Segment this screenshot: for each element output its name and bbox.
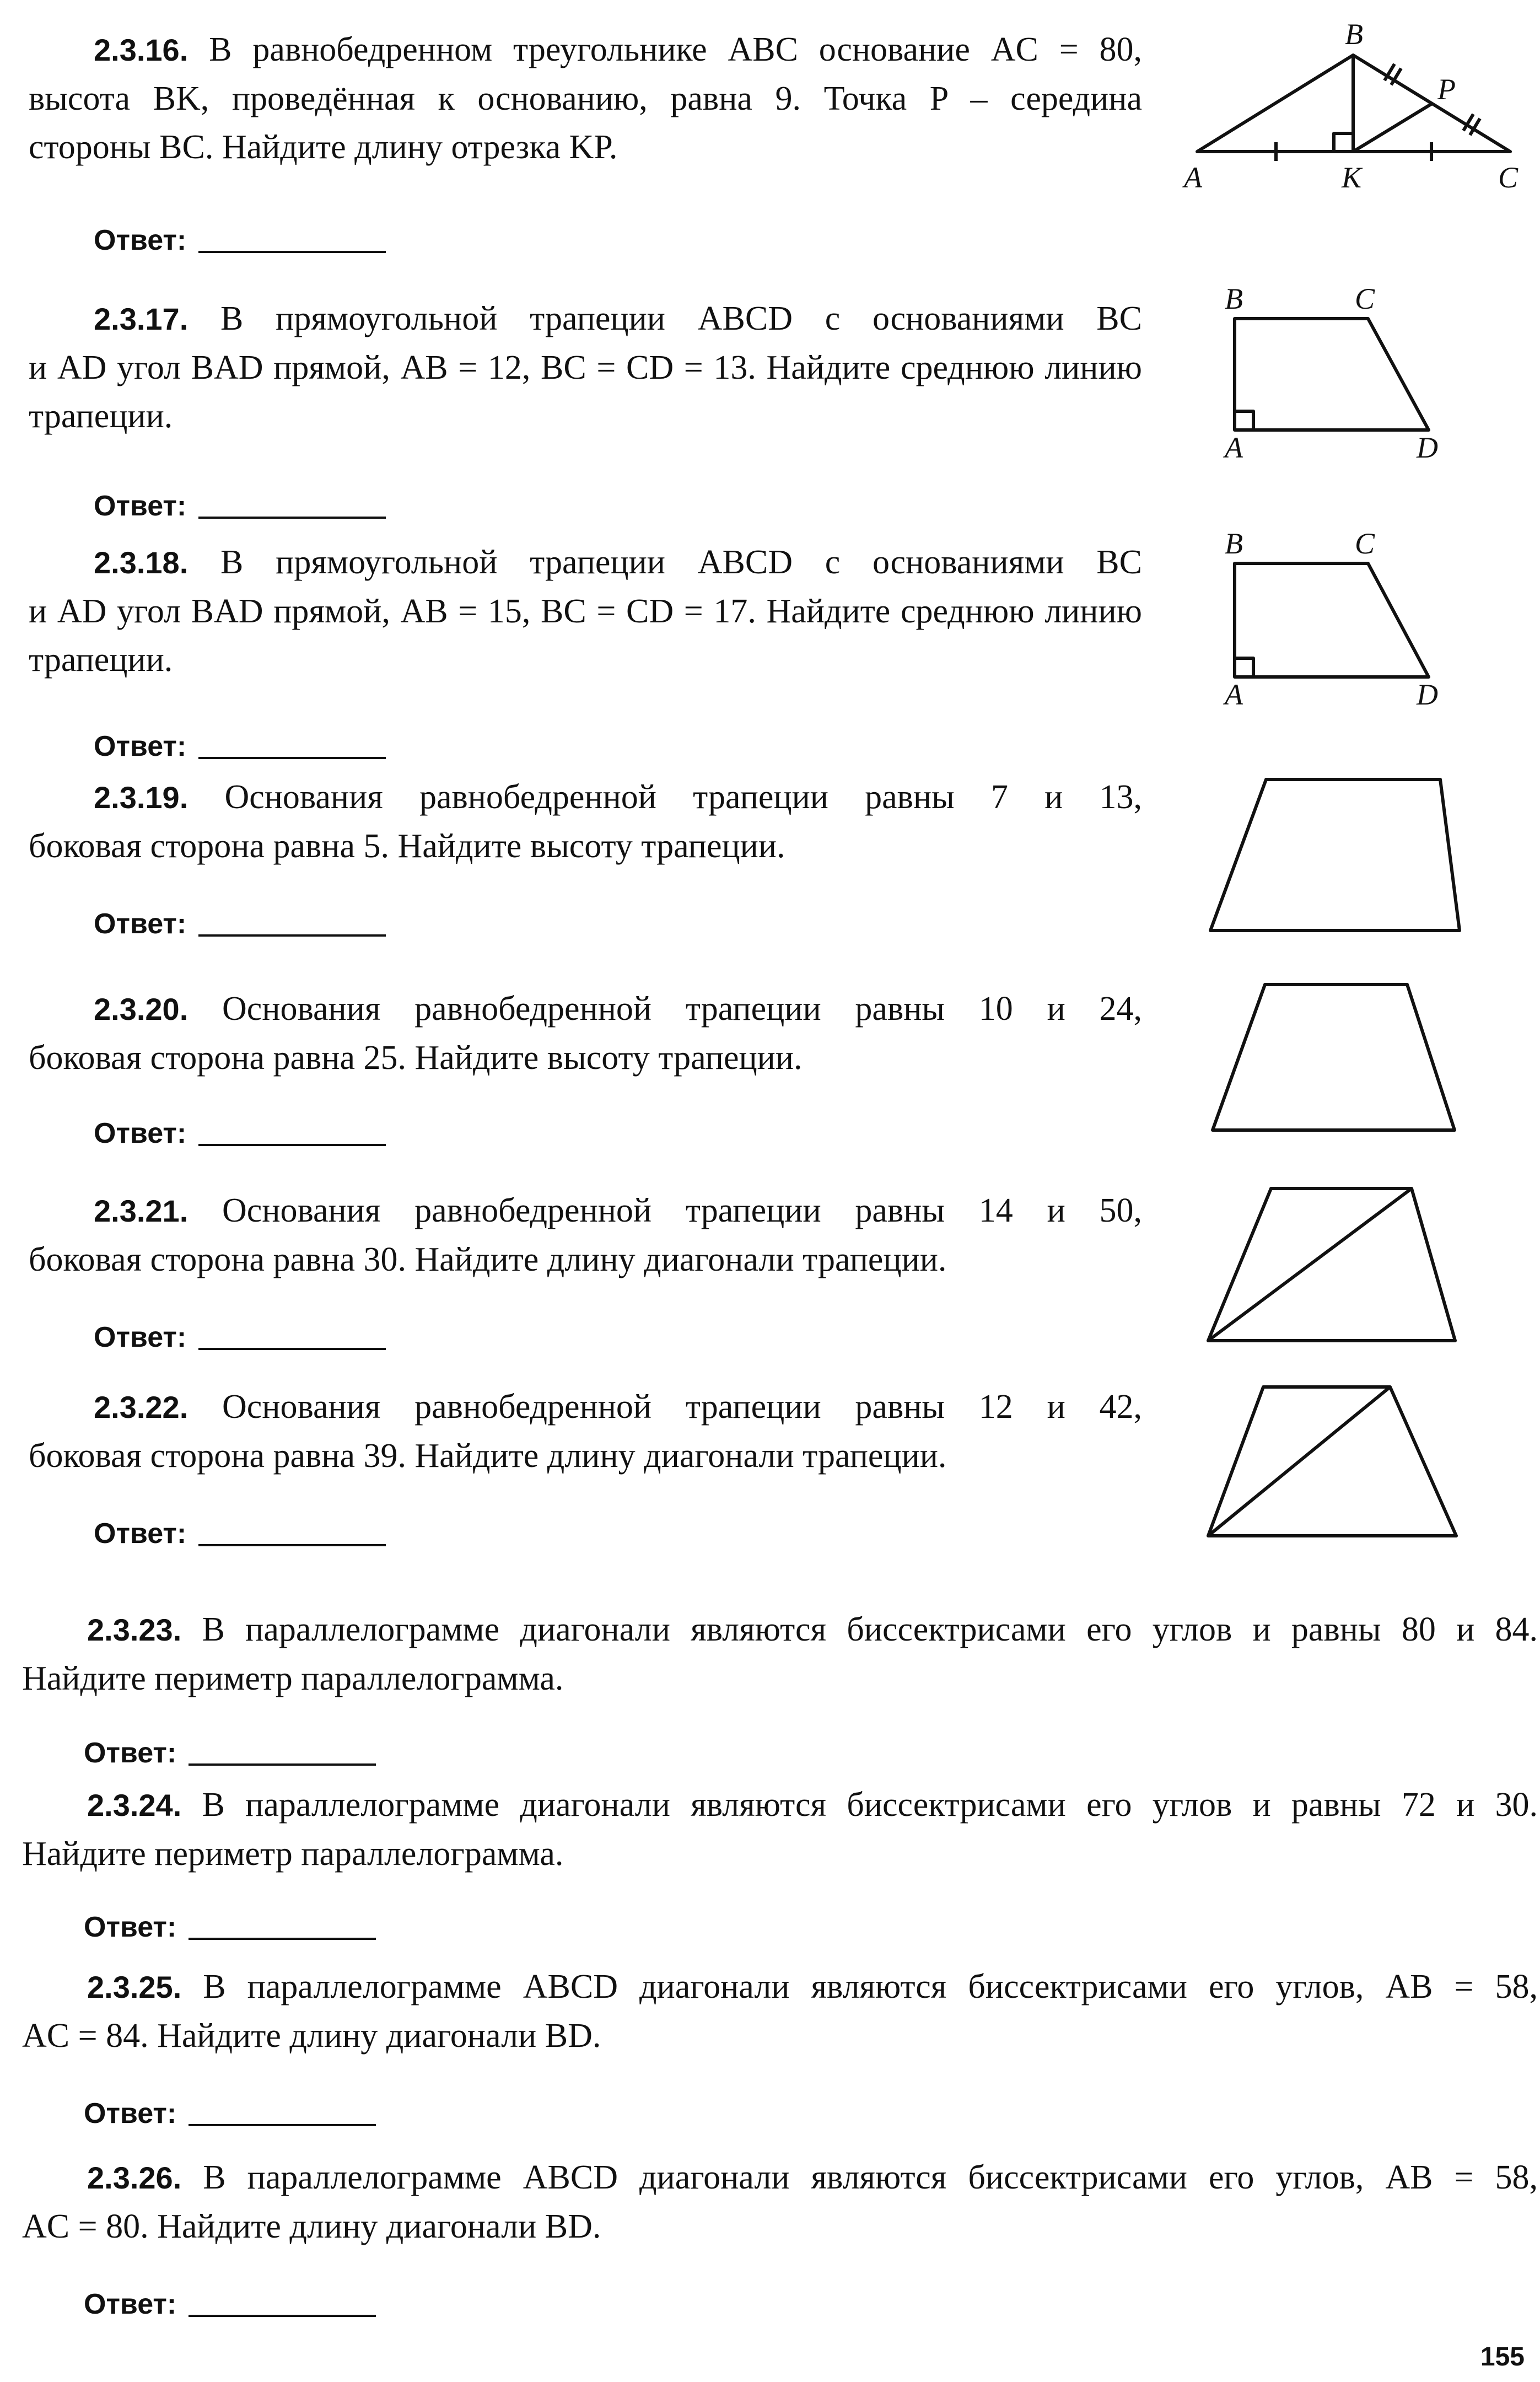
problem-number: 2.3.26. xyxy=(87,2160,182,2195)
vertex-label-d: D xyxy=(1417,431,1438,464)
vertex-label-c: C xyxy=(1355,527,1375,560)
problem-text-line: боковая сторона равна 5. Найдите высоту трапеции. xyxy=(29,827,785,865)
problem-text-line: В параллелограмме ABCD диагонали являются биссектрисами его углов, AB = 58, xyxy=(203,1968,1538,2005)
segment-kp xyxy=(1353,104,1432,152)
answer-blank[interactable] xyxy=(198,1544,386,1546)
answer-blank[interactable] xyxy=(198,757,386,759)
point-label-p: P xyxy=(1437,73,1456,106)
right-angle-mark xyxy=(1235,411,1253,430)
problem-2-3-26 xyxy=(22,2153,1538,2251)
problem-2-3-17 xyxy=(29,294,1142,440)
problem-text-line: Основания равнобедренной трапеции равны 14 и 50, xyxy=(222,1192,1142,1229)
problem-number: 2.3.17. xyxy=(94,302,189,336)
vertex-label-a: A xyxy=(1225,431,1243,464)
answer-label: Ответ: xyxy=(94,908,187,940)
answer-blank[interactable] xyxy=(189,1938,376,1940)
problem-text-line: боковая сторона равна 39. Найдите длину диагонали трапеции. xyxy=(29,1437,947,1475)
problem-number: 2.3.16. xyxy=(94,33,189,67)
vertex-label-b: B xyxy=(1225,527,1243,560)
problem-number: 2.3.21. xyxy=(94,1193,189,1228)
right-trapezoid-figure xyxy=(1213,518,1466,722)
answer-line[interactable] xyxy=(84,1911,376,1944)
answer-blank[interactable] xyxy=(189,2124,376,2126)
answer-label: Ответ: xyxy=(84,2288,177,2320)
problem-text-line: В параллелограмме диагонали являются биссектрисами его углов и равны 72 и 30. xyxy=(202,1786,1538,1824)
problem-text-line: высота BK, проведённая к основанию, равна 9. Точка P – середина xyxy=(29,80,1142,117)
problem-2-3-21 xyxy=(29,1186,1142,1284)
vertex-label-c: C xyxy=(1355,282,1375,315)
trapezoid-outline xyxy=(1208,1387,1456,1536)
problem-text-line: В параллелограмме диагонали являются биссектрисами его углов и равны 80 и 84. xyxy=(202,1611,1538,1648)
problem-text-line: стороны BC. Найдите длину отрезка KP. xyxy=(29,128,618,166)
problem-text-line: боковая сторона равна 30. Найдите длину диагонали трапеции. xyxy=(29,1241,947,1278)
trapezoid-abcd xyxy=(1235,319,1429,430)
answer-label: Ответ: xyxy=(94,730,187,762)
problem-2-3-16 xyxy=(29,25,1142,171)
answer-blank[interactable] xyxy=(198,1348,386,1350)
answer-label: Ответ: xyxy=(94,1518,187,1550)
answer-line[interactable] xyxy=(94,224,386,257)
vertex-label-c: C xyxy=(1498,161,1519,194)
problem-2-3-24 xyxy=(22,1781,1538,1878)
problem-number: 2.3.19. xyxy=(94,780,189,815)
problem-text-line: и AD угол BAD прямой, AB = 15, BC = CD = 17. Найдите среднюю линию xyxy=(29,593,1142,630)
problem-2-3-18 xyxy=(29,538,1142,684)
answer-label: Ответ: xyxy=(84,1911,177,1943)
problem-2-3-22 xyxy=(29,1383,1142,1480)
problem-text-line: трапеции. xyxy=(29,397,173,435)
problem-text-line: и AD угол BAD прямой, AB = 12, BC = CD = 13. Найдите среднюю линию xyxy=(29,349,1142,386)
answer-line[interactable] xyxy=(94,907,386,940)
answer-line[interactable] xyxy=(84,1736,376,1770)
problem-text-line: AC = 84. Найдите длину диагонали BD. xyxy=(22,2017,601,2055)
page-number: 155 xyxy=(1480,2342,1525,2372)
problem-number: 2.3.18. xyxy=(94,545,189,580)
answer-line[interactable] xyxy=(94,730,386,763)
answer-label: Ответ: xyxy=(84,1737,177,1769)
problem-text-line: Найдите периметр параллелограмма. xyxy=(22,1660,564,1697)
right-angle-mark xyxy=(1235,658,1253,677)
problem-2-3-25 xyxy=(22,1962,1538,2060)
answer-line[interactable] xyxy=(94,1517,386,1550)
problem-number: 2.3.25. xyxy=(87,1970,182,2004)
problem-number: 2.3.22. xyxy=(94,1390,189,1424)
isosceles-trapezoid-figure xyxy=(1202,976,1477,1141)
problem-text-line: Основания равнобедренной трапеции равны 7 и 13, xyxy=(224,778,1142,816)
answer-blank[interactable] xyxy=(189,2315,376,2317)
problem-2-3-20 xyxy=(29,985,1142,1082)
answer-line[interactable] xyxy=(94,1321,386,1354)
problem-text-line: боковая сторона равна 25. Найдите высоту трапеции. xyxy=(29,1039,803,1077)
problem-2-3-23 xyxy=(22,1605,1538,1703)
problem-text-line: Основания равнобедренной трапеции равны 12 и 42, xyxy=(222,1388,1142,1426)
answer-blank[interactable] xyxy=(198,251,386,253)
vertex-label-a: A xyxy=(1184,161,1202,194)
answer-line[interactable] xyxy=(94,490,386,523)
problem-text-line: трапеции. xyxy=(29,641,173,679)
problem-text-line: В прямоугольной трапеции ABCD с основаниями BC xyxy=(220,300,1143,337)
trapezoid-abcd xyxy=(1235,563,1429,677)
problem-text-line: В прямоугольной трапеции ABCD с основаниями BC xyxy=(220,544,1143,581)
point-label-k: K xyxy=(1342,161,1362,194)
vertex-label-b: B xyxy=(1345,18,1363,51)
answer-line[interactable] xyxy=(94,1117,386,1150)
problem-text-line: В параллелограмме ABCD диагонали являются биссектрисами его углов, AB = 58, xyxy=(203,2159,1538,2196)
problem-text-line: Найдите периметр параллелограмма. xyxy=(22,1835,564,1873)
vertex-label-d: D xyxy=(1417,678,1438,711)
problem-text-line: Основания равнобедренной трапеции равны 10 и 24, xyxy=(222,990,1142,1028)
answer-blank[interactable] xyxy=(189,1763,376,1766)
problem-number: 2.3.23. xyxy=(87,1612,182,1647)
problem-number: 2.3.20. xyxy=(94,992,189,1026)
problem-number: 2.3.24. xyxy=(87,1788,182,1822)
vertex-label-b: B xyxy=(1225,282,1243,315)
trapezoid-outline xyxy=(1208,1189,1455,1341)
right-trapezoid-figure xyxy=(1213,276,1466,474)
isosceles-trapezoid-figure xyxy=(1202,766,1477,943)
vertex-label-a: A xyxy=(1225,678,1243,711)
answer-label: Ответ: xyxy=(94,1117,187,1149)
problem-text-line: В равнобедренном треугольнике ABC основание AC = 80, xyxy=(209,31,1143,68)
answer-line[interactable] xyxy=(84,2288,376,2321)
trapezoid-outline xyxy=(1210,779,1460,931)
problem-2-3-19 xyxy=(29,773,1142,870)
triangle-figure xyxy=(1185,17,1527,204)
trapezoid-outline xyxy=(1213,985,1455,1130)
trapezoid-diagonal-figure xyxy=(1202,1177,1477,1354)
answer-label: Ответ: xyxy=(84,2098,177,2130)
answer-blank[interactable] xyxy=(198,517,386,519)
answer-label: Ответ: xyxy=(94,224,187,256)
answer-blank[interactable] xyxy=(198,1144,386,1146)
problem-text-line: AC = 80. Найдите длину диагонали BD. xyxy=(22,2208,601,2245)
answer-blank[interactable] xyxy=(198,934,386,937)
trapezoid-diagonal-figure xyxy=(1202,1376,1477,1552)
right-angle-mark xyxy=(1334,133,1353,152)
answer-line[interactable] xyxy=(84,2097,376,2130)
answer-label: Ответ: xyxy=(94,1321,187,1353)
answer-label: Ответ: xyxy=(94,490,187,522)
